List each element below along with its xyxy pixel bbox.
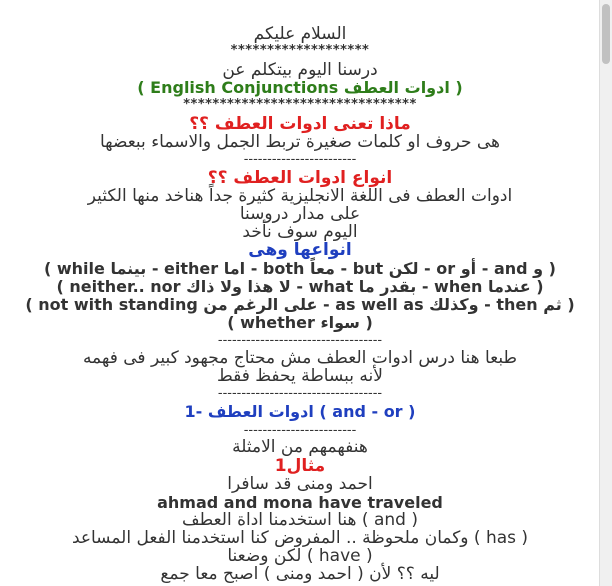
text-line: لكن وضعنا ( have ) xyxy=(227,546,373,566)
separator-stars: ******************* xyxy=(230,43,370,58)
text-line: لأنه ببساطة يحفظ فقط xyxy=(217,366,383,386)
greeting: السلام عليكم xyxy=(253,24,347,44)
separator-dashes: ------------------------ xyxy=(243,423,357,438)
conjunction-list-line: ( not with standing على الرغم من - as well as وكذلك - then ثم ) xyxy=(25,295,575,314)
english-example: ahmad and mona have traveled xyxy=(157,493,443,512)
text-line: طبعا هنا درس ادوات العطف مش محتاج مجهود كبير فى فهمه xyxy=(82,348,518,368)
section-heading: ماذا تعنى ادوات العطف ؟؟ xyxy=(189,114,411,134)
text-line: هنا استخدمنا اداة العطف ( and ) xyxy=(182,510,418,530)
section-heading: انواعها وهى xyxy=(248,240,352,260)
text-line: هنفهمهم من الامثلة xyxy=(232,437,368,457)
lesson-title: ( English Conjunctions ادوات العطف ) xyxy=(137,78,463,97)
intro-line: درسنا اليوم بيتكلم عن xyxy=(222,60,378,80)
example-heading: مثال1 xyxy=(274,456,326,476)
separator-dashes: ------------------------ xyxy=(243,152,357,167)
text-line: وكمان ملحوظة .. المفروض كنا استخدمنا الفعل المساعد ( has ) xyxy=(71,528,529,548)
section-heading: 1- ادوات العطف ( and - or ) xyxy=(184,402,416,421)
conjunction-list-line: ( while بينما - either اما - both معاً - but لكن - or أو - and و ) xyxy=(43,259,556,278)
text-line: اليوم سوف نأخد xyxy=(242,222,358,242)
vertical-scrollbar[interactable] xyxy=(599,0,612,586)
text-line: ادوات العطف فى اللغة الانجليزية كثيرة جداً هناخد منها الكثير xyxy=(87,186,513,206)
conjunction-list-line: ( neither.. nor لا هذا ولا ذاك - what بقدر ما - when عندما ) xyxy=(56,277,544,296)
text-line: هى حروف او كلمات صغيرة تربط الجمل والاسماء ببعضها xyxy=(99,132,501,152)
text-line: على مدار دروسنا xyxy=(239,204,361,224)
scrollbar-thumb[interactable] xyxy=(602,4,610,64)
text-line: ليه ؟؟ لأن ( احمد ومنى ) اصبح معا جمع xyxy=(160,564,440,584)
separator-dashes: ----------------------------------- xyxy=(217,386,383,401)
separator-dashes: ----------------------------------- xyxy=(217,333,383,348)
section-heading: انواع ادوات العطف ؟؟ xyxy=(207,168,393,188)
text-line: احمد ومنى قد سافرا xyxy=(227,474,373,494)
separator-stars: ******************************** xyxy=(183,97,417,112)
conjunction-list-line: ( whether سواء ) xyxy=(227,313,373,332)
